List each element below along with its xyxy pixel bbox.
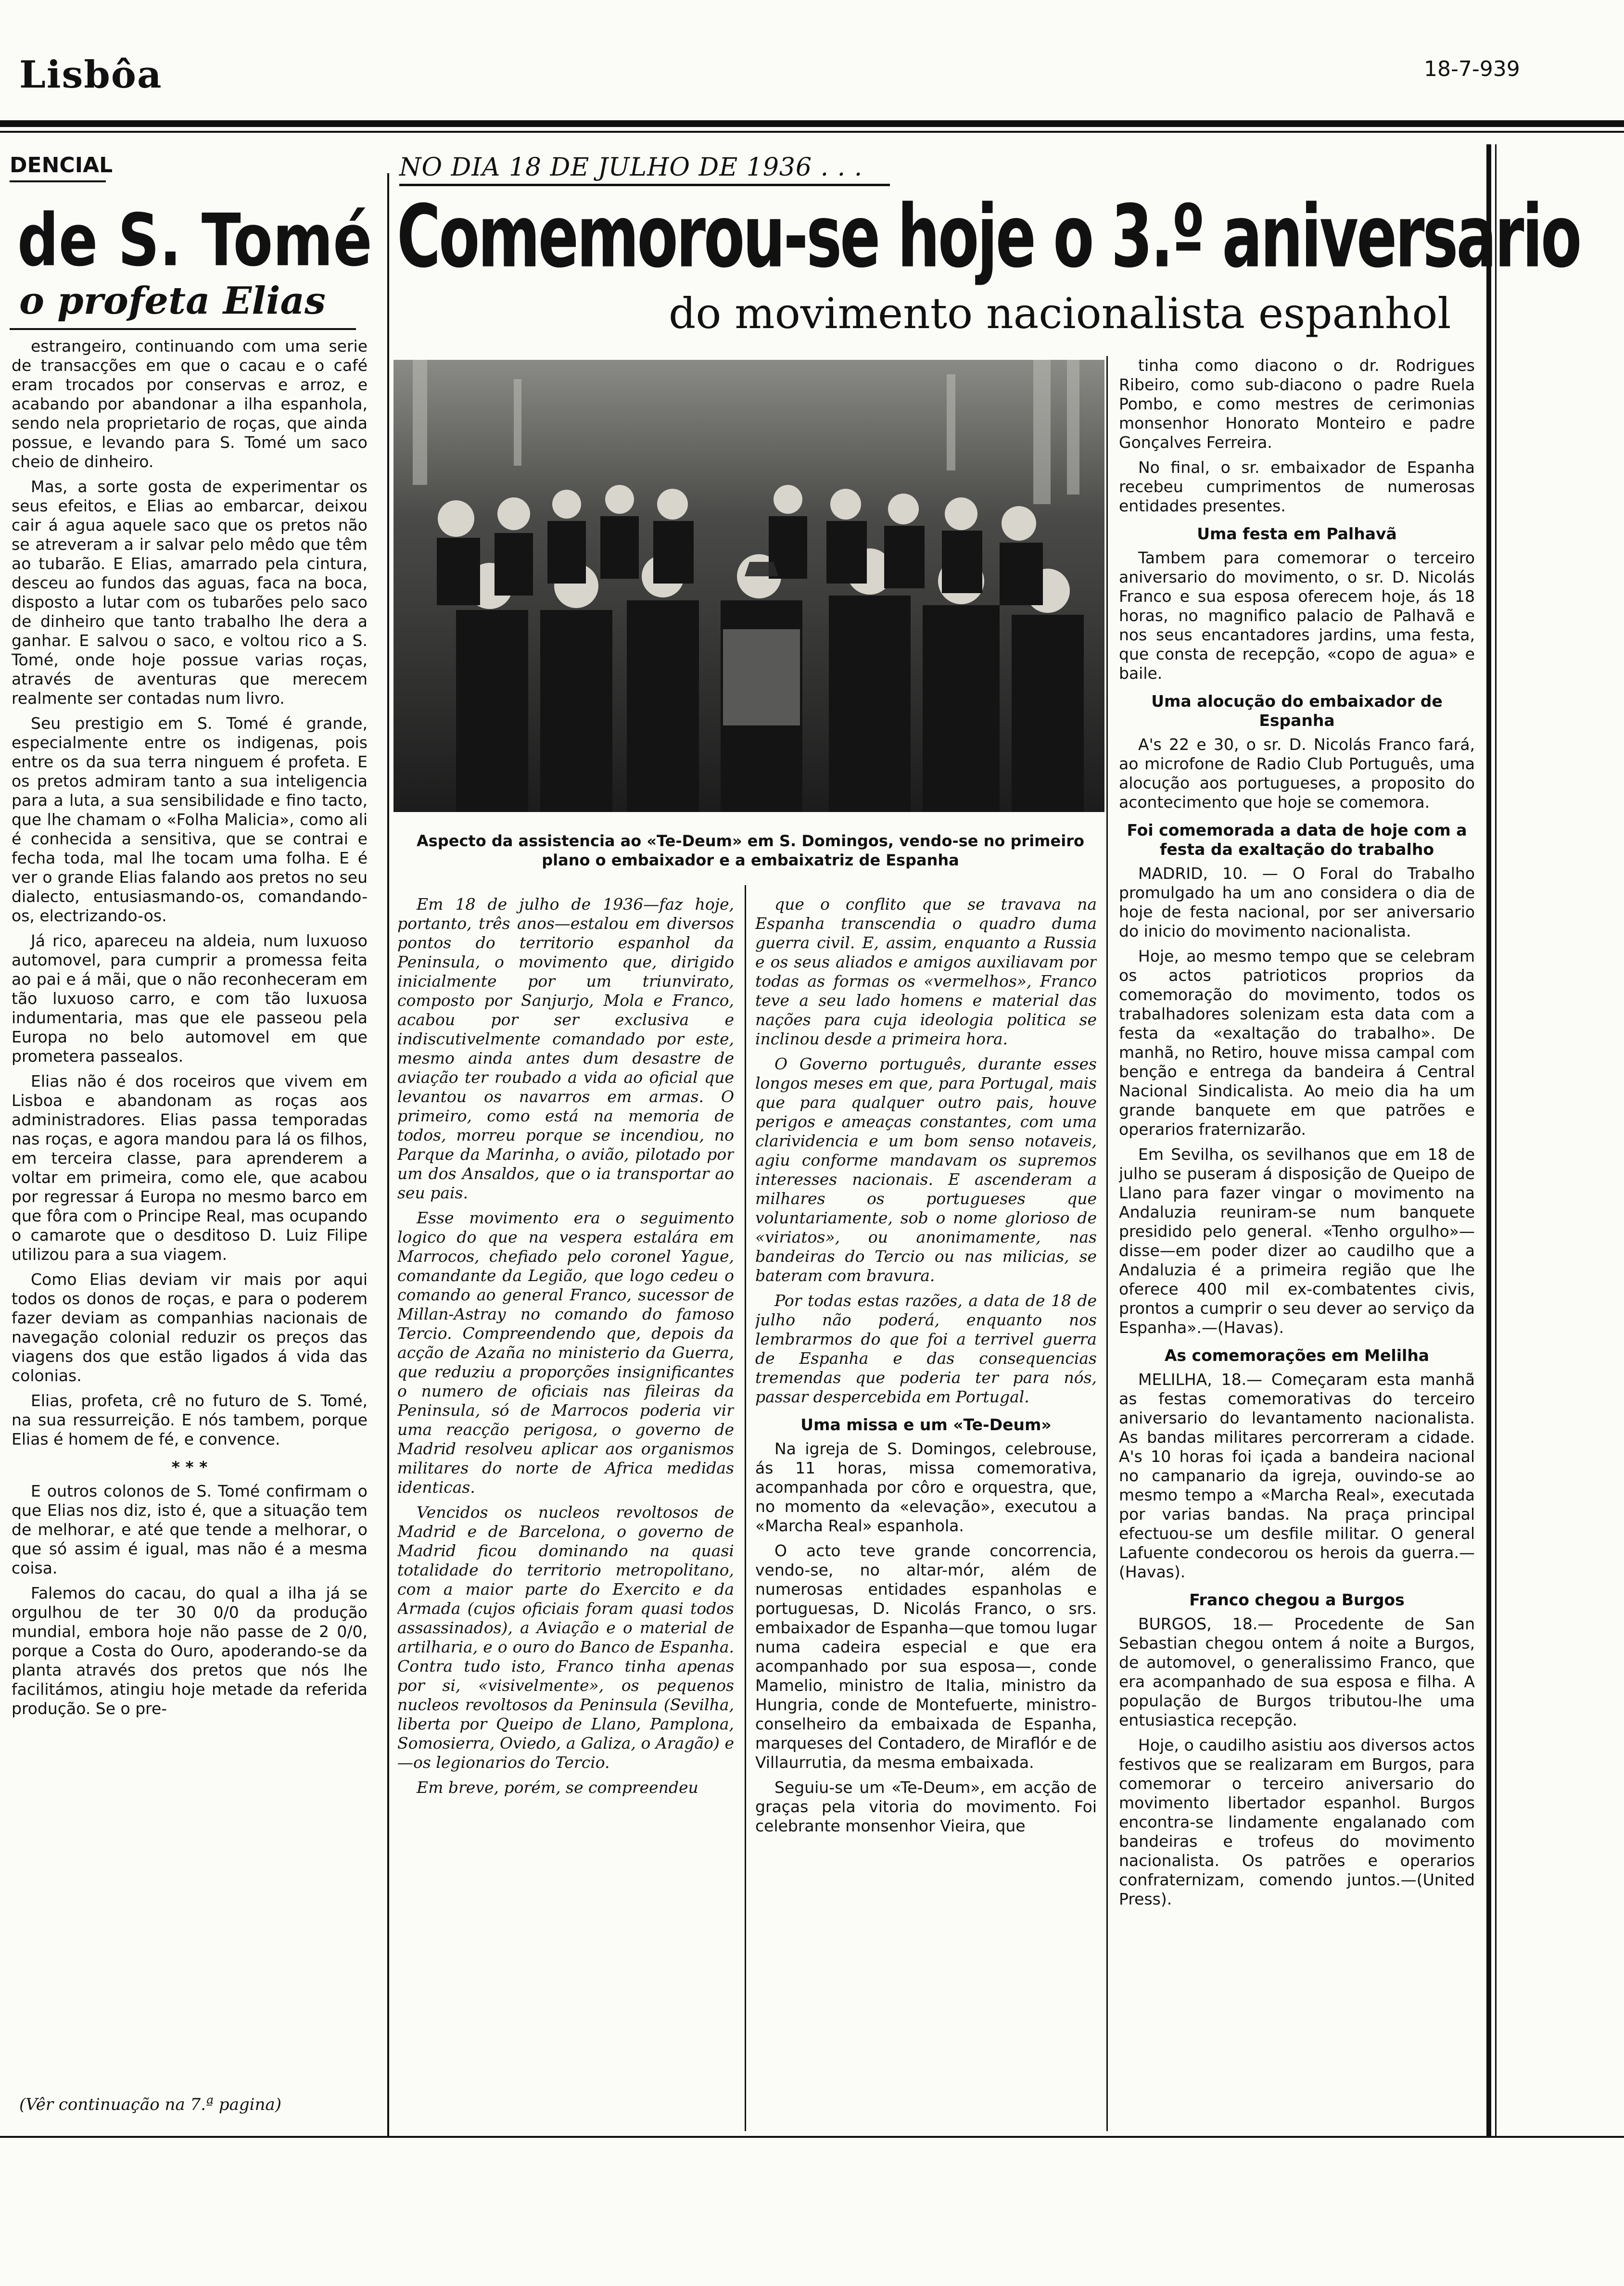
left-paragraph: Como Elias deviam vir mais por aqui todos os donos de roças, e para o poderem fazer deviam as companhias nacionais de navegação colonial reduzir os preços das viagens dos que estão ligados á vida das colonias. [12,1270,368,1385]
masthead-date: 18-7-939 [1424,57,1520,81]
masthead-rule-thin [0,131,1624,133]
column-rule-right-inner [1106,356,1108,2131]
main-column-b [755,895,1097,2126]
left-paragraph: E outros colonos de S. Tomé confirmam o que Elias nos diz, isto é, que a situação tem de melhorar, e até que tende a melhorar, o que só assim é igual, mas não é a mesma coisa. [12,1482,368,1577]
te-deum-paragraph: Seguiu-se um «Te-Deum», em acção de graças pela vitoria do movimento. Foi celebrante monsenhor Vieira, que [755,1778,1097,1835]
bottom-rule [0,2136,1624,2138]
te-deum-heading: Uma missa e um «Te-Deum» [800,1415,1052,1434]
column-rule-left [387,173,389,2136]
right-paragraph: MELILHA, 18.— Começaram esta manhã as festas comemorativas do terceiro aniversario do levantamento nacionalista. As bandas militares percorreram a cidade. A's 10 horas foi içada a bandeira nacional no campanario da igreja, ouvindo-se ao mesmo tempo a «Marcha Real», executada por varias bandas. Na praça principal efectuou-se um desfile militar. O general Lafuente condecorou os herois da guerra.—(Havas). [1119,1370,1475,1581]
column-rule-right-thin [1495,144,1497,2136]
column-rule-mid [745,885,746,2131]
right-paragraph: Tambem para comemorar o terceiro aniversario do movimento, o sr. D. Nicolás Franco e sua esposa oferecem hoje, ás 18 horas, no magnifico palacio de Palhavã e nos seus encantadores jardins, uma festa, que consta de recepção, «copo de agua» e baile. [1119,548,1475,683]
melilha-heading: As comemorações em Melilha [1164,1346,1430,1365]
main-paragraph: Em breve, porém, se compreendeu [417,1778,698,1797]
left-paragraph: Seu prestigio em S. Tomé é grande, especialmente entre os indigenas, pois entre os da sua terra ninguem é profeta. E os pretos admiram tanto a sua inteligencia para a luta, a sua sensibilidade e fino tacto, que lhe chamam o «Folha Malicia», como ali é conhecida a sensitiva, que se contrai e fecha toda, mal lhe tocam uma folha. E é ver o grande Elias falando aos pretos no seu dialecto, entusiasmando-os, comandando-os, electrizando-os. [12,714,368,925]
left-paragraph: Elias não é dos roceiros que vivem em Lisboa e abandonam as roças aos administradores. Elias passa temporadas nas roças, e agora mandou para lá os filhos, em terceira classe, para aprenderem a voltar em primeira, como ele, que acabou por regressar á Europa no mesmo barco em que fôra com o Principe Real, mas ocupando o camarote que o desditoso D. Luiz Filipe utilizou para a sua viagem. [12,1072,368,1264]
right-paragraph: Em Sevilha, os sevilhanos que em 18 de julho se puseram á disposição de Queipo de Llano para fazer vingar o movimento na Andaluzia reuniram-se num banquete presidido pelo general. «Tenho orgulho»—disse—em poder dizer ao caudilho que a Andaluzia é a primeira região que lhe oferece 400 mil ex-combatentes civis, prontos a cumprir o seu dever ao serviço da Espanha».—(Havas). [1119,1145,1475,1337]
main-paragraph: Em 18 de julho de 1936—faz hoje, portanto, três anos—estalou em diversos pontos do territorio espanhol da Peninsula, o movimento que, dirigido inicialmente por um triunvirato, composto por Sanjurjo, Mola e Franco, acabou por ser exclusiva e indiscutivelmente comandado por este, mesmo ainda antes dum desastre de aviação ter roubado a vida ao oficial que levantou os navarros em armas. O primeiro, como está na memoria de todos, morreu porque se incendiou, no Parque da Marinha, o avião, pilotado por um dos Ansaldos, que o ia transportar ao seu pais. [397,895,734,1202]
te-deum-paragraph: O acto teve grande concorrencia, vendo-se, no altar-mór, além de numerosas entidades espanholas e portuguesas, D. Nicolás Franco, o srs. embaixador de Espanha—que tomou lugar numa cadeira especial e que era acompanhado por sua esposa—, conde Mamelio, ministro de Italia, ministro da Hungria, conde de Montefuerte, ministro-conselheiro da embaixada de Espanha, marqueses del Contadero, de Miraflór e de Villaurrutia, da mesma embaixada. [755,1541,1097,1772]
right-paragraph: BURGOS, 18.— Procedente de San Sebastian chegou ontem á noite a Burgos, de automovel, o generalissimo Franco, que era acompanhado de sua esposa e filha. A população de Burgos tributou-lhe uma entusiastica recepção. [1119,1614,1475,1729]
main-column-a [397,895,734,2126]
masthead-city: Lisbôa [19,53,163,97]
main-headline: Comemorou-se hoje o 3.º aniversario [397,186,1580,287]
right-paragraph: A's 22 e 30, o sr. D. Nicolás Franco fará, ao microfone de Radio Club Português, uma alocução aos portugueses, a proposito do acontecimento que hoje se comemora. [1119,735,1475,812]
right-paragraph: tinha como diacono o dr. Rodrigues Ribeiro, como sub-diacono o padre Ruela Pombo, e como mestres de cerimonias monsenhor Honorato Monteiro e padre Gonçalves Ferreira. [1119,356,1475,452]
main-subheadline: do movimento nacionalista espanhol [669,289,1451,338]
photo-caption: Aspecto da assistencia ao «Te-Deum» em S. Domingos, vendo-se no primeiro plano o embaixador e a embaixatriz de Espanha [417,832,1084,869]
te-deum-photo [393,360,1104,812]
left-paragraph: Elias, profeta, crê no futuro de S. Tomé, na sua ressurreição. E nós tambem, porque Elias é homem de fé, e convence. [12,1391,368,1448]
te-deum-photo-image [393,360,1104,812]
main-paragraph: Vencidos os nucleos revoltosos de Madrid e de Barcelona, o governo de Madrid ficou dominando na quasi totalidade do territorio metropolitano, com a maior parte do Exercito e da Armada (cujos oficiais foram quasi todos assassinados), a Aviação e o material de artilharia, e o ouro do Banco de Espanha. Contra tudo isto, Franco tinha apenas por si, «visivelmente», os pequenos nucleos revoltosos da Peninsula (Sevilha, liberta por Queipo de Llano, Pamplona, Somosierra, Oviedo, a Galiza, o Aragão) e—os legionarios do Tercio. [397,1503,734,1772]
left-subheadline: o profeta Elias [19,279,326,323]
burgos-heading: Franco chegou a Burgos [1189,1590,1405,1609]
left-separator: * * * [171,1458,208,1476]
palhava-heading: Uma festa em Palhavã [1197,524,1397,543]
main-paragraph: Por todas estas razões, a data de 18 de julho não poderá, enquanto nos lembrarmos do que foi a terrivel guerra de Espanha e das consequencias tremendas que poderia ter para nós, passar despercebida em Portugal. [755,1291,1097,1406]
column-rule-right [1486,144,1491,2136]
section-tag-rule [10,180,106,182]
left-paragraph: Já rico, apareceu na aldeia, num luxuoso automovel, para cumprir a promessa feita ao pai e á mãi, que o não reconheceram em tão luxuoso carro, e com tão luxuosa indumentaria, mas que ele passeou pela Europa no belo automovel em que prometera passealos. [12,931,368,1066]
te-deum-paragraph: Na igreja de S. Domingos, celebrouse, ás 11 horas, missa comemorativa, acompanhada por côro e orquestra, que, no momento da «elevação», executou a «Marcha Real» espanhola. [755,1439,1097,1535]
masthead-rule [0,120,1624,127]
left-column-body [12,337,368,2078]
left-paragraph: Mas, a sorte gosta de experimentar os seus efeitos, e Elias ao embarcar, deixou cair á agua aquele saco que os pretos não se atreveram a ir salvar pelo mêdo que têm ao tubarão. E Elias, amarrado pela cintura, desceu ao fundos das aguas, faca na boca, disposto a lutar com os tubarões pelo saco de dinheiro que tanto trabalho lhe dera a ganhar. E salvou o saco, e voltou rico a S. Tomé, onde hoje possue varias roças, através de aventuras que merecem realmente ser contadas num livro. [12,477,368,708]
left-paragraph: estrangeiro, continuando com uma serie de transacções em que o cacau e o café eram trocados por conservas e arroz, e acabando por abandonar a ilha espanhola, sendo nela proprietario de roças, que ainda possue, e levando para S. Tomé um saco cheio de dinheiro. [12,337,368,471]
main-paragraph: O Governo português, durante esses longos meses em que, para Portugal, mais que para qualquer outro pais, houve perigos e ameaças constantes, com uma clarividencia e um bom senso notaveis, agiu conforme mandavam os supremos interesses nacionais. E ascenderam a milhares os portugueses que voluntariamente, sob o nome glorioso de «viriatos», ou anonimamente, nas bandeiras do Tercio ou nas milicias, se bateram com bravura. [755,1054,1097,1285]
main-paragraph: Esse movimento era o seguimento logico do que na vespera estalára em Marrocos, chefiado pelo coronel Yague, comandante da Legião, que logo cedeu o comando ao general Franco, sucessor de Millan-Astray no comando do famoso Tercio. Compreendendo que, depois da acção de Azaña no ministerio da Guerra, que reduziu a proporções insignificantes o numero de oficiais nas fileiras da Peninsula, só de Marrocos poderia vir uma reacção perigosa, o governo de Madrid resolveu aplicar aos organismos militares do norte de Africa medidas identicas. [397,1208,734,1497]
right-paragraph: Hoje, ao mesmo tempo que se celebram os actos patrioticos proprios da comemoração do movimento, todos os trabalhadores solenizam esta data com a festa da «exaltação do trabalho». De manhã, no Retiro, houve missa campal com benção e entrega da bandeira á Central Nacional Sindicalista. Ao meio dia ha um grande banquete em que patrões e operarios fraternizarão. [1119,947,1475,1139]
left-paragraph: Falemos do cacau, do qual a ilha já se orgulhou de ter 30 0/0 da produção mundial, embora hoje não passe de 2 0/0, porque a Costa do Ouro, apoderando-se da planta através dos pretos que nós lhe facilitámos, atingiu hoje metade da referida produção. Se o pre- [12,1584,368,1718]
left-headline: de S. Tomé [17,199,372,283]
exaltacao-heading: Foi comemorada a data de hoje com a festa da exaltação do trabalho [1127,821,1467,859]
main-paragraph: que o conflito que se travava na Espanha transcendia o quadro duma guerra civil. E, assim, enquanto a Russia e os seus aliados e amigos auxiliavam por todas as formas os «vermelhos», Franco teve a seu lado homens e material das nações para cuja ideologia politica se inclinou desde a primeira hora. [755,895,1097,1048]
alocucao-heading: Uma alocução do embaixador de Espanha [1151,692,1443,730]
left-subheadline-rule [10,328,356,330]
right-paragraph: MADRID, 10. — O Foral do Trabalho promulgado ha um ano considera o dia de hoje de festa nacional, por ser aniversario do inicio do movimento nacionalista. [1119,864,1475,940]
right-paragraph: No final, o sr. embaixador de Espanha recebeu cumprimentos de numerosas entidades presentes. [1119,458,1475,515]
section-tag: DENCIAL [10,153,113,178]
right-column-body [1119,356,1475,2126]
kicker: NO DIA 18 DE JULHO DE 1936 . . . [399,153,863,182]
right-paragraph: Hoje, o caudilho asistiu aos diversos actos festivos que se realizaram em Burgos, para comemorar o terceiro aniversario do movimento libertador espanhol. Burgos encontra-se lindamente engalanado com bandeiras e trofeus do movimento nacionalista. Os patrões e operarios confraternizam, comendo juntos.—(United Press). [1119,1736,1475,1908]
continued-note: (Vêr continuação na 7.ª pagina) [19,2095,281,2114]
